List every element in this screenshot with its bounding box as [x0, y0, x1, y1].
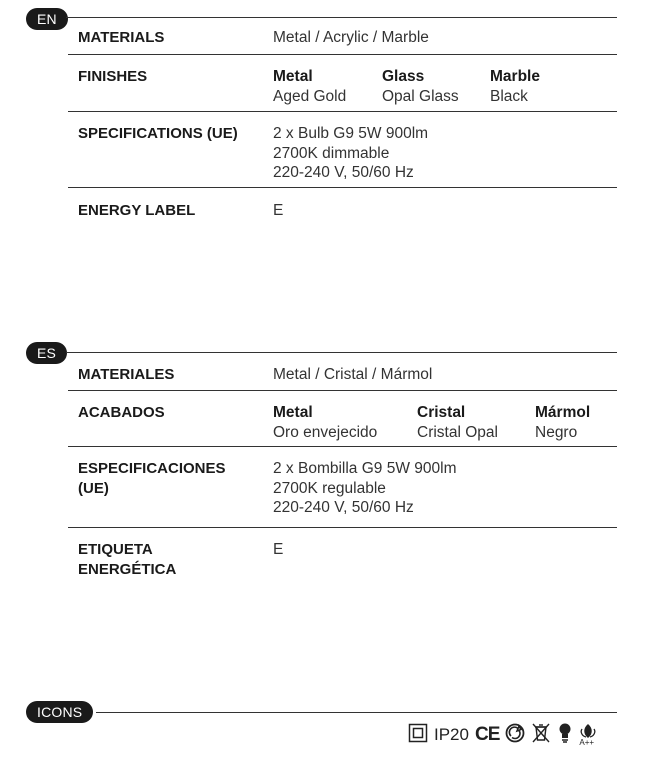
divider [68, 390, 617, 391]
divider [68, 527, 617, 528]
recycling-icon [505, 723, 525, 748]
specifications-label: SPECIFICATIONS (UE) [78, 125, 238, 142]
spec-line: 220-240 V, 50/60 Hz [273, 164, 414, 181]
specifications-label [78, 459, 258, 499]
finish-item [490, 67, 540, 106]
spec-line: 2700K regulable [273, 479, 386, 497]
finish-color: Black [490, 87, 528, 105]
finish-name: Metal [273, 404, 313, 421]
divider [68, 111, 617, 112]
finish-name: Metal [273, 68, 313, 85]
finish-name: Marble [490, 68, 540, 85]
materials-value: Metal / Acrylic / Marble [273, 29, 429, 46]
divider [96, 712, 617, 713]
energy-efficiency-icon [579, 723, 597, 747]
finish-item [382, 67, 459, 106]
divider [68, 446, 617, 447]
spec-line: 2 x Bombilla G9 5W 900lm [273, 460, 457, 477]
label-line: (UE) [78, 480, 109, 497]
finish-color: Negro [535, 423, 578, 441]
divider [66, 352, 617, 353]
ip20-icon: IP20 [434, 725, 469, 744]
finish-name: Cristal [417, 404, 466, 421]
finish-color: Opal Glass [382, 87, 459, 105]
class-ii-icon [408, 723, 428, 748]
divider [68, 54, 617, 55]
finishes-label: FINISHES [78, 68, 148, 85]
certification-icons [408, 720, 597, 750]
energy-label-value: E [273, 202, 284, 219]
materials-label: MATERIALES [78, 366, 175, 383]
finish-name: Mármol [535, 404, 591, 421]
finish-color: Aged Gold [273, 87, 347, 105]
finish-color: Cristal Opal [417, 423, 498, 441]
icons-badge: ICONS [26, 701, 93, 723]
label-line: ESPECIFICACIONES [78, 460, 226, 477]
language-badge-es: ES [26, 342, 67, 364]
label-line: ETIQUETA [78, 541, 153, 558]
language-badge-en: EN [26, 8, 68, 30]
finish-item [273, 403, 377, 442]
materials-label: MATERIALS [78, 29, 165, 46]
energy-label-label: ENERGY LABEL [78, 202, 196, 219]
finish-item [417, 403, 498, 442]
divider [66, 17, 617, 18]
specifications-value [273, 124, 428, 183]
spec-line: 2700K dimmable [273, 144, 390, 162]
finish-item [273, 67, 346, 106]
weee-bin-icon [531, 722, 551, 749]
energy-class-label: A++ [579, 738, 595, 747]
spec-line: 2 x Bulb G9 5W 900lm [273, 125, 429, 142]
spec-line: 220-240 V, 50/60 Hz [273, 499, 414, 516]
label-line: ENERGÉTICA [78, 561, 177, 578]
finish-item [535, 403, 590, 442]
specifications-value [273, 459, 457, 518]
materials-value: Metal / Cristal / Mármol [273, 366, 433, 383]
energy-label-label [78, 540, 258, 580]
finishes-label: ACABADOS [78, 404, 165, 421]
bulb-icon [557, 722, 573, 749]
energy-label-value: E [273, 541, 284, 558]
finish-name: Glass [382, 68, 425, 85]
ce-mark-icon: CE [474, 724, 500, 745]
divider [68, 187, 617, 188]
finish-color: Oro envejecido [273, 423, 378, 441]
